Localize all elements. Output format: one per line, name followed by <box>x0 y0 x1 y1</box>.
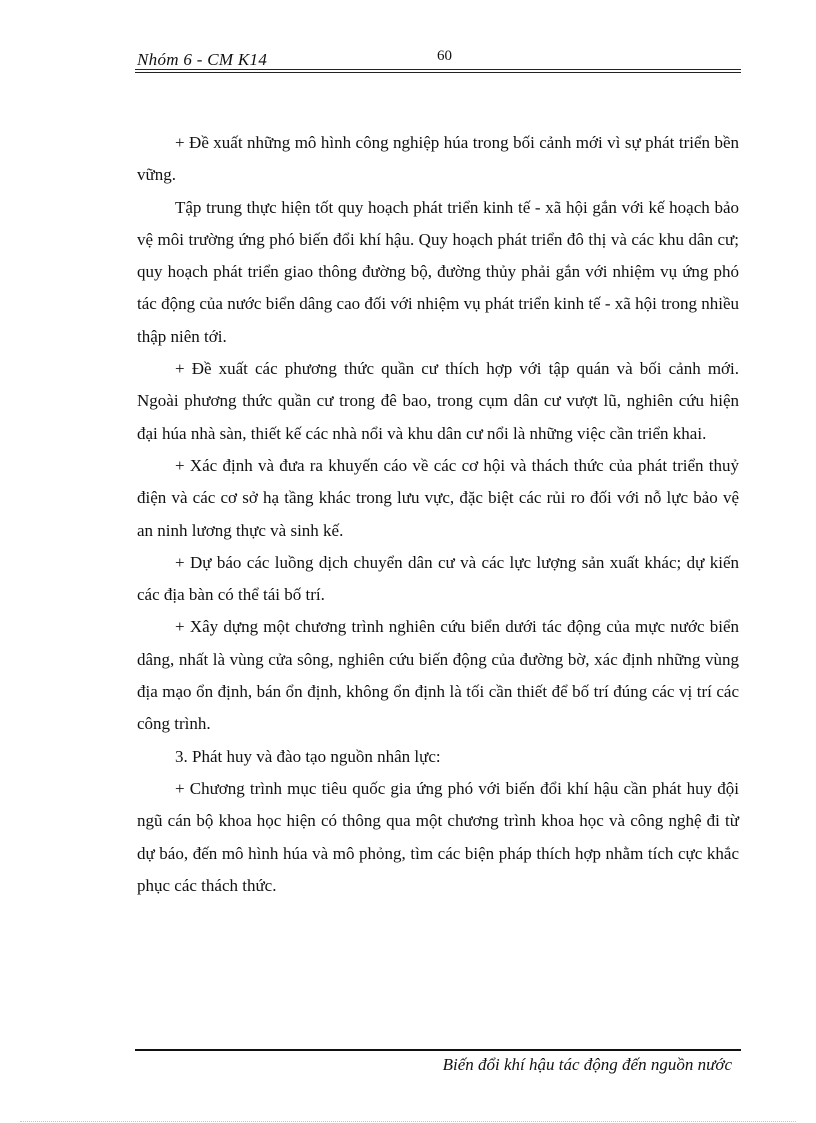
body-text <box>137 127 739 902</box>
header-group-label: Nhóm 6 - CM K14 <box>137 50 268 69</box>
header-rule-double <box>135 72 741 73</box>
footer-rule <box>135 1049 741 1051</box>
paragraph-planning: Tập trung thực hiện tốt quy hoạch phát triển kinh tế - xã hội gắn với kế hoạch bảo vệ môi trường ứng phó biến đổi khí hậu. Quy hoạch phát triển đô thị và các khu dân cư; quy hoạch phát triển giao thông đường bộ, đường thủy phải gắn với nhiệm vụ ứng phó tác động của nước biển dâng cao đối với nhiệm vụ phát triển kinh tế - xã hội trong nhiều thập niên tới. <box>137 197 739 346</box>
page-number: 60 <box>437 48 452 64</box>
paragraph-migration: + Dự báo các luồng dịch chuyển dân cư và các lực lượng sản xuất khác; dự kiến các địa bàn có thể tái bố trí. <box>137 552 739 605</box>
page-bottom-border <box>20 1121 796 1122</box>
section-heading-human-resources: 3. Phát huy và đào tạo nguồn nhân lực: <box>175 746 441 766</box>
paragraph-national-program: + Chương trình mục tiêu quốc gia ứng phó với biến đổi khí hậu cần phát huy đội ngũ cán bộ khoa học hiện có thông qua một chương trình khoa học và công nghệ đi từ dự báo, đến mô hình húa và mô phỏng, tìm các biện pháp thích hợp nhằm tích cực khắc phục các thách thức. <box>137 778 739 895</box>
paragraph-settlement: + Đề xuất các phương thức quần cư thích hợp với tập quán và bối cảnh mới. Ngoài phương thức quần cư trong đê bao, trong cụm dân cư vượt lũ, nghiên cứu hiện đại húa nhà sàn, thiết kế các nhà nổi và khu dân cư nổi là những việc cần triển khai. <box>137 359 739 443</box>
paragraph-industrial-models: + Đề xuất những mô hình công nghiệp húa trong bối cảnh mới vì sự phát triển bền vững. <box>137 133 739 185</box>
header-rule <box>135 69 741 70</box>
footer-title: Biến đổi khí hậu tác động đến nguồn nước <box>442 1055 732 1074</box>
paragraph-hydropower: + Xác định và đưa ra khuyến cáo về các cơ hội và thách thức của phát triển thuỷ điện và các cơ sở hạ tầng khác trong lưu vực, đặc biệt các rủi ro đối với nỗ lực bảo vệ an ninh lương thực và sinh kế. <box>137 455 739 540</box>
paragraph-sea-research: + Xây dựng một chương trình nghiên cứu biển dưới tác động của mực nước biển dâng, nhất là vùng cửa sông, nghiên cứu biến động của đường bờ, xác định những vùng địa mạo ổn định, bán ổn định, không ổn định là tối cần thiết để bố trí đúng các vị trí các công trình. <box>137 617 739 734</box>
